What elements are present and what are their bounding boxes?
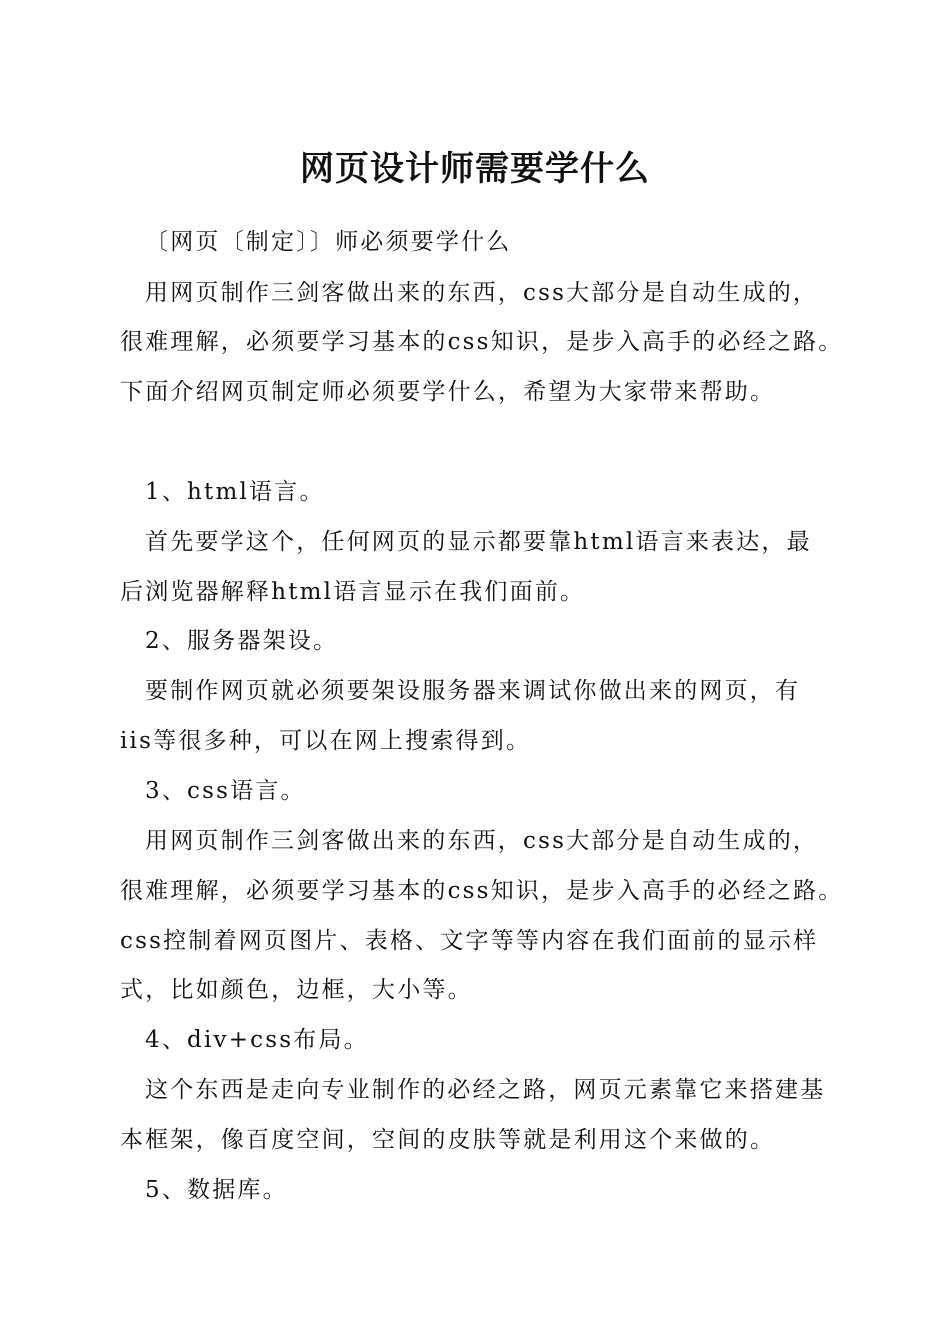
paragraph-line: 这个东西是走向专业制作的必经之路，网页元素靠它来搭建基	[145, 1077, 826, 1103]
paragraph-line: 式，比如颜色，边框，大小等。	[120, 977, 473, 1003]
paragraph-line: 很难理解，必须要学习基本的css知识，是步入高手的必经之路。	[120, 878, 844, 904]
paragraph-line: iis等很多种，可以在网上搜索得到。	[120, 728, 532, 754]
paragraph-line: 要制作网页就必须要架设服务器来调试你做出来的网页，有	[145, 678, 801, 704]
document-title: 网页设计师需要学什么	[300, 149, 650, 189]
paragraph-line: 本框架，像百度空间，空间的皮肤等就是利用这个来做的。	[120, 1127, 776, 1153]
section-heading-html: 1、html语言。	[145, 479, 325, 505]
paragraph-line: 后浏览器解释html语言显示在我们面前。	[120, 579, 586, 605]
paragraph-line: 很难理解，必须要学习基本的css知识，是步入高手的必经之路。	[120, 329, 844, 355]
section-heading-css: 3、css语言。	[145, 778, 306, 804]
paragraph-line: 首先要学这个，任何网页的显示都要靠html语言来表达，最	[145, 529, 812, 555]
paragraph-line: 用网页制作三剑客做出来的东西，css大部分是自动生成的，	[145, 828, 819, 854]
section-heading-server: 2、服务器架设。	[145, 628, 339, 654]
paragraph-line: 用网页制作三剑客做出来的东西，css大部分是自动生成的，	[145, 280, 819, 306]
subtitle-line: 〔网页〔制定〕〕师必须要学什么	[145, 229, 512, 255]
section-heading-database: 5、数据库。	[145, 1177, 288, 1203]
section-heading-layout: 4、div+css布局。	[145, 1027, 369, 1053]
paragraph-line: 下面介绍网页制定师必须要学什么，希望为大家带来帮助。	[120, 379, 776, 405]
paragraph-line: css控制着网页图片、表格、文字等等内容在我们面前的显示样	[120, 928, 819, 954]
